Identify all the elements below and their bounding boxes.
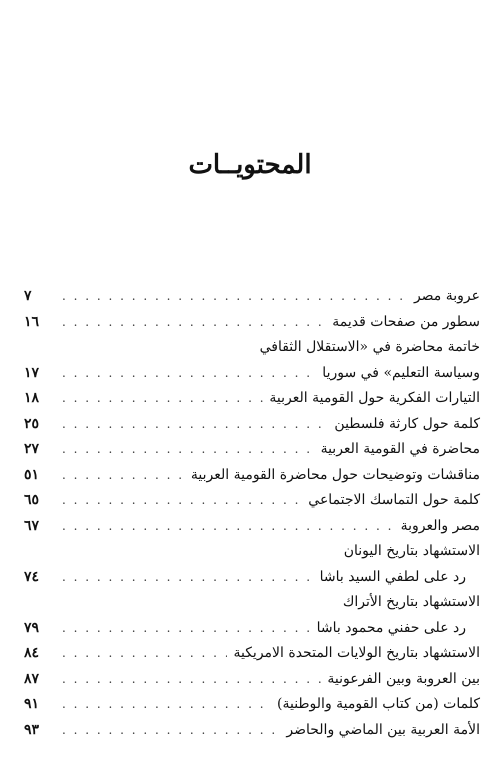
dot-leader [62, 442, 315, 456]
toc-page-number: ١٨ [24, 390, 40, 406]
toc-entry-title: الاستشهاد بتاريخ اليونان [343, 543, 480, 559]
toc-page-number: ٦٧ [24, 517, 40, 534]
dot-leader [62, 519, 395, 533]
toc-entry-title: الاستشهاد بتاريخ الولايات المتحدة الامريكية [233, 645, 480, 661]
toc-subentry[interactable] [24, 620, 480, 646]
toc-entry[interactable] [24, 594, 480, 620]
toc-entry-title: عروبة مصر [413, 288, 480, 304]
dot-leader [62, 493, 302, 507]
dot-leader [62, 570, 314, 584]
toc-entry-title: مناقشات وتوضيحات حول محاضرة القومية العربية [190, 466, 480, 483]
toc-entry-title: رد على حفني محمود باشا [316, 619, 466, 636]
dot-leader [62, 621, 311, 635]
toc-entry[interactable] [24, 390, 480, 416]
toc-entry-title: كلمة حول كارثة فلسطين [334, 415, 480, 432]
toc-entry[interactable] [24, 416, 480, 442]
dot-leader [62, 723, 280, 737]
toc-entry[interactable] [24, 543, 480, 569]
toc-entry[interactable] [24, 492, 480, 518]
dot-leader [62, 289, 408, 303]
toc-page-number: ٢٥ [24, 415, 40, 432]
toc-entry-title: وسياسة التعليم» في سوريا [322, 364, 480, 381]
toc-entry[interactable] [24, 365, 480, 391]
toc-entry-title: مصر والعروبة [400, 517, 480, 534]
toc-page-number: ٧٩ [24, 619, 40, 636]
toc-entry[interactable] [24, 441, 480, 467]
toc-page-number: ١٧ [24, 364, 40, 381]
dot-leader [62, 417, 328, 431]
dot-leader [62, 468, 185, 482]
toc-subentry[interactable] [24, 569, 480, 595]
toc-page-number: ٥١ [24, 466, 40, 483]
toc-entry-title: كلمة حول التماسك الاجتماعي [308, 492, 480, 508]
dot-leader [62, 672, 321, 686]
toc-entry-title: رد على لطفي السيد باشا [319, 568, 466, 585]
toc-entry[interactable] [24, 467, 480, 493]
dot-leader [62, 315, 326, 329]
toc-page-number: ٦٥ [24, 492, 40, 508]
toc-entry-title: محاضرة في القومية العربية [320, 441, 480, 457]
toc-page-number: ٩١ [24, 696, 40, 712]
toc-entry-title: بين العروبة وبين الفرعونية [327, 670, 480, 687]
toc-page-number: ٨٧ [24, 670, 40, 687]
dot-leader [62, 697, 271, 711]
toc-page-number: ١٦ [24, 313, 40, 330]
toc-entry[interactable] [24, 722, 480, 748]
toc-entry-title: الاستشهاد بتاريخ الأتراك [342, 594, 480, 610]
page-title: المحتويــات [188, 150, 312, 180]
toc-entry-title: التيارات الفكرية حول القومية العربية [269, 390, 480, 406]
toc-page-number: ٧٤ [24, 568, 40, 585]
toc-entry[interactable] [24, 696, 480, 722]
toc-page-number: ٩٣ [24, 721, 40, 738]
toc-entry-title: خاتمة محاضرة في «الاستقلال الثقافي [259, 339, 480, 355]
dot-leader [62, 391, 263, 405]
table-of-contents [24, 288, 480, 747]
toc-entry[interactable] [24, 671, 480, 697]
toc-entry[interactable] [24, 288, 480, 314]
dot-leader [62, 366, 316, 380]
toc-entry-title: كلمات (من كتاب القومية والوطنية) [277, 696, 480, 712]
toc-page-number: ٧ [24, 288, 32, 304]
toc-entry[interactable] [24, 314, 480, 340]
toc-page-number: ٨٤ [24, 645, 40, 661]
toc-entry[interactable] [24, 339, 480, 365]
toc-entry-title: سطور من صفحات قديمة [332, 313, 480, 330]
toc-entry-title: الأمة العربية بين الماضي والحاضر [286, 721, 480, 738]
dot-leader [62, 646, 227, 660]
toc-entry[interactable] [24, 518, 480, 544]
toc-entry[interactable] [24, 645, 480, 671]
toc-page-number: ٢٧ [24, 441, 40, 457]
